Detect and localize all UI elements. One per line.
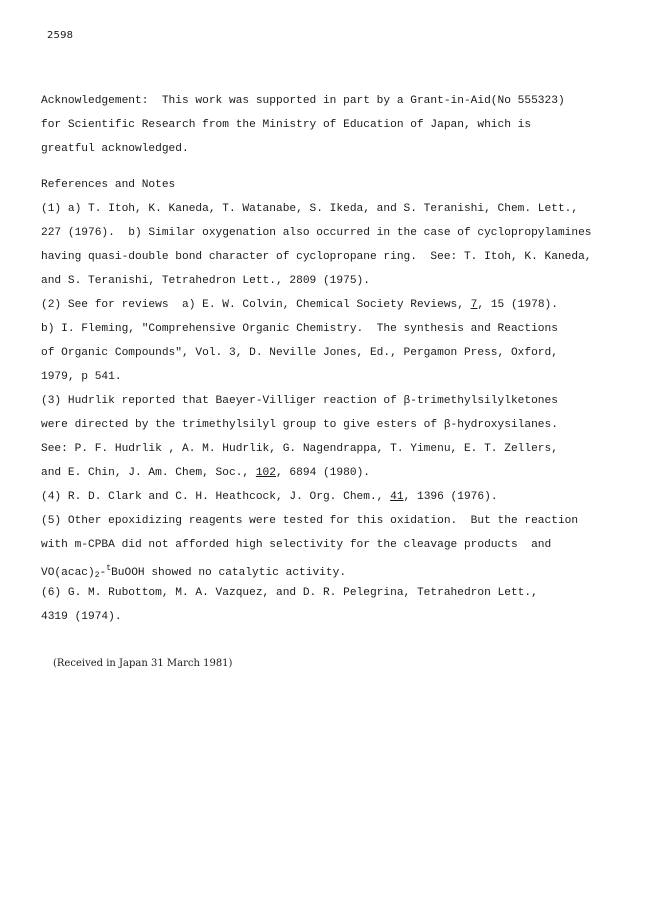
reference-6-line: (6) G. M. Rubottom, M. A. Vazquez, and D. R. Pelegrina, Tetrahedron Lett., [41,587,538,599]
reference-1-line: (1) a) T. Itoh, K. Kaneda, T. Watanabe, S. Ikeda, and S. Teranishi, Chem. Lett., [41,203,579,215]
reference-text: BuOOH showed no catalytic activity. [111,567,347,579]
reference-5-line: (5) Other epoxidizing reagents were tested for this oxidation. But the reaction [41,515,579,527]
acknowledgement-line: greatful acknowledged. [41,143,189,155]
reference-text: , 6894 (1980). [276,467,370,479]
reference-3-line: (3) Hudrlik reported that Baeyer-Villiger reaction of β-trimethylsilylketones [41,395,558,407]
reference-3-line: See: P. F. Hudrlik , A. M. Hudrlik, G. Nagendrappa, T. Yimenu, E. T. Zellers, [41,443,558,455]
reference-2-line [41,293,641,317]
received-date-note: (Received in Japan 31 March 1981) [53,658,233,669]
reference-text: (2) See for reviews a) E. W. Colvin, Chemical Society Reviews, [41,299,471,311]
reference-text: , 1396 (1976). [403,491,498,503]
reference-2-line: 1979, p 541. [41,371,122,383]
volume-number: 7 [470,299,478,311]
reference-1-line: having quasi-double bond character of cyclopropane ring. See: T. Itoh, K. Kaneda, [41,251,592,263]
reference-2-line: of Organic Compounds", Vol. 3, D. Neville Jones, Ed., Pergamon Press, Oxford, [41,347,558,359]
reference-text: and E. Chin, J. Am. Chem, Soc., [41,467,256,479]
acknowledgement-line: for Scientific Research from the Ministry of Education of Japan, which is [41,119,532,131]
subscript: 2 [94,571,100,580]
reference-text: (4) R. D. Clark and C. H. Heathcock, J. Org. Chem., [41,491,391,503]
reference-6-line: 4319 (1974). [41,611,122,623]
reference-text: - [99,567,107,579]
reference-3-line [41,461,641,485]
reference-1-line: and S. Teranishi, Tetrahedron Lett., 2809 (1975). [41,275,370,287]
superscript: t [106,564,112,573]
acknowledgement-line: Acknowledgement: This work was supported in part by a Grant-in-Aid(No 555323) [41,95,565,107]
reference-text: VO(acac) [41,567,95,579]
reference-1-line: 227 (1976). b) Similar oxygenation also occurred in the case of cyclopropylamines [41,227,592,239]
volume-number: 41 [390,491,404,503]
reference-text: , 15 (1978). [477,299,558,311]
reference-4-line [41,485,641,509]
page-number: 2598 [47,30,74,41]
acknowledgement-section [41,89,641,161]
reference-3-line: were directed by the trimethylsilyl group to give esters of β-hydroxysilanes. [41,419,558,431]
reference-5-line: with m-CPBA did not afforded high selectivity for the cleavage products and [41,539,552,551]
references-section [41,173,641,629]
reference-2-line: b) I. Fleming, "Comprehensive Organic Chemistry. The synthesis and Reactions [41,323,558,335]
references-heading: References and Notes [41,179,176,191]
volume-number: 102 [255,467,276,479]
reference-5-line [41,557,641,581]
